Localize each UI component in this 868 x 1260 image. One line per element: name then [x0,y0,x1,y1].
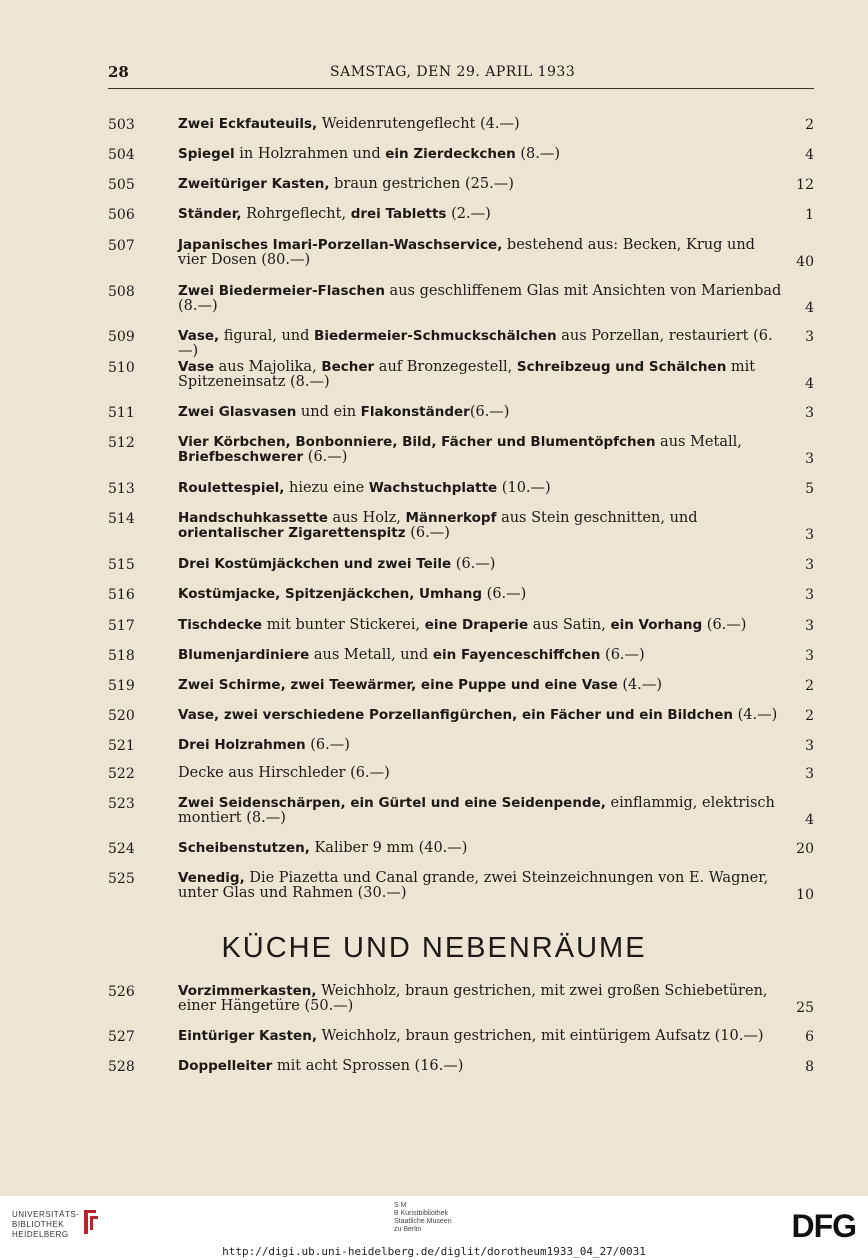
lot-number: 527 [108,1029,135,1045]
lot-price: 2 [805,117,814,133]
lot-entry [108,329,816,363]
lot-number: 507 [108,238,135,254]
lot-description: Kostümjacke, Spitzenjäckchen, Umhang (6.—) [178,586,527,602]
lot-price: 6 [805,1029,814,1045]
lot-number: 518 [108,648,135,664]
lot-entry [108,207,816,241]
lot-price: 4 [805,147,814,163]
lot-price: 4 [805,812,814,828]
lot-number: 505 [108,177,135,193]
lot-price: 3 [805,587,814,603]
lot-price: 3 [805,557,814,573]
lot-price: 3 [805,451,814,467]
page-number: 28 [108,63,129,81]
page-header-title: SAMSTAG, DEN 29. APRIL 1933 [330,64,576,80]
lot-entry [108,871,816,905]
lot-description: Scheibenstutzen, Kaliber 9 mm (40.—) [178,840,468,856]
lot-price: 3 [805,738,814,754]
lot-price: 3 [805,766,814,782]
lot-description: Roulettespiel, hiezu eine Wachstuchplatte (10.—) [178,480,551,496]
viewer-footer [0,1196,868,1260]
lot-entry [108,238,816,272]
lot-description: Decke aus Hirschleder (6.—) [178,765,390,781]
lot-price: 3 [805,329,814,345]
lot-entry [108,284,816,318]
library-logo[interactable]: UNIVERSITÄTS- BIBLIOTHEK HEIDELBERG [12,1210,80,1239]
lot-number: 524 [108,841,135,857]
lot-price: 40 [796,254,814,270]
lot-entry [108,796,816,830]
lot-number: 519 [108,678,135,694]
lot-description: Handschuhkassette aus Holz, Männerkopf aus Stein geschnitten, und orientalischer Zigarettenspitz (6.—) [178,510,698,541]
source-url-link[interactable]: http://digi.ub.uni-heidelberg.de/diglit/dorotheum1933_04_27/0031 [222,1245,646,1258]
lot-price: 8 [805,1059,814,1075]
lot-price: 2 [805,678,814,694]
lot-description: Zwei Glasvasen und ein Flakonständer(6.—) [178,404,510,420]
lot-description: Vier Körbchen, Bonbonniere, Bild, Fächer und Blumentöpfchen aus Metall, Briefbeschwerer (6.—) [178,434,742,465]
lot-description: Doppelleiter mit acht Sprossen (16.—) [178,1058,464,1074]
lot-price: 20 [796,841,814,857]
lot-entry [108,587,816,621]
lot-price: 2 [805,708,814,724]
lot-number: 508 [108,284,135,300]
lot-price: 10 [796,887,814,903]
lot-number: 503 [108,117,135,133]
lot-entry [108,1059,816,1093]
lot-number: 509 [108,329,135,345]
library-emblem-icon [80,1208,100,1236]
lot-price: 4 [805,376,814,392]
lot-entry [108,435,816,469]
lot-description: Japanisches Imari-Porzellan-Waschservice, bestehend aus: Becken, Krug und vier Dosen (80.—) [178,237,755,268]
lot-price: 1 [805,207,814,223]
lot-number: 526 [108,984,135,1000]
lot-description: Ständer, Rohrgeflecht, drei Tabletts (2.—) [178,206,491,222]
lot-number: 514 [108,511,135,527]
lot-number: 516 [108,587,135,603]
lot-description: Eintüriger Kasten, Weichholz, braun gestrichen, mit eintürigem Aufsatz (10.—) [178,1028,764,1044]
lot-description: Vorzimmerkasten, Weichholz, braun gestrichen, mit zwei großen Schiebetüren, einer Hängetüre (50.—) [178,983,768,1014]
lot-description: Tischdecke mit bunter Stickerei, eine Draperie aus Satin, ein Vorhang (6.—) [178,617,747,633]
lot-entry [108,360,816,394]
dfg-logo[interactable]: DFG [791,1208,856,1244]
lot-entry [108,984,816,1018]
lot-description: Zwei Biedermeier-Flaschen aus geschliffenem Glas mit Ansichten von Marienbad (8.—) [178,283,782,314]
lot-price: 3 [805,648,814,664]
lot-description: Drei Kostümjäckchen und zwei Teile (6.—) [178,556,496,572]
lot-number: 515 [108,557,135,573]
lot-price: 5 [805,481,814,497]
lot-description: Spiegel in Holzrahmen und ein Zierdeckchen (8.—) [178,146,561,162]
lot-description: Zwei Schirme, zwei Teewärmer, eine Puppe und eine Vase (4.—) [178,677,662,693]
lot-number: 528 [108,1059,135,1075]
lot-number: 517 [108,618,135,634]
lot-number: 504 [108,147,135,163]
section-heading: KÜCHE UND NEBENRÄUME [221,932,647,964]
lot-description: Venedig, Die Piazetta und Canal grande, zwei Steinzeichnungen von E. Wagner, unter Glas und Rahmen (30.—) [178,870,769,901]
museum-stamp: S M B Kunstbibliothek Staatliche Museen zu Berlin [394,1202,452,1233]
lot-number: 511 [108,405,135,421]
lot-price: 4 [805,300,814,316]
lot-number: 525 [108,871,135,887]
lot-number: 522 [108,766,135,782]
lot-description: Vase, figural, und Biedermeier-Schmuckschälchen aus Porzellan, restauriert (6.—) [178,328,773,359]
lot-number: 513 [108,481,135,497]
lot-description: Blumenjardiniere aus Metall, und ein Fayenceschiffchen (6.—) [178,647,645,663]
lot-description: Vase aus Majolika, Becher auf Bronzegestell, Schreibzeug und Schälchen mit Spitzeneinsatz (8.—) [178,359,756,390]
lot-number: 521 [108,738,135,754]
lot-price: 3 [805,527,814,543]
lot-price: 3 [805,618,814,634]
lot-description: Zwei Seidenschärpen, ein Gürtel und eine Seidenpende, einflammig, elektrisch montiert (8.—) [178,795,775,826]
lot-number: 510 [108,360,135,376]
lot-description: Vase, zwei verschiedene Porzellanfigürchen, ein Fächer und ein Bildchen (4.—) [178,707,778,723]
lot-entry [108,511,816,545]
lot-number: 506 [108,207,135,223]
lot-number: 512 [108,435,135,451]
lot-price: 12 [796,177,814,193]
lot-price: 3 [805,405,814,421]
lot-number: 520 [108,708,135,724]
lot-description: Zweitüriger Kasten, braun gestrichen (25.—) [178,176,514,192]
lot-description: Zwei Eckfauteuils, Weidenrutengeflecht (4.—) [178,116,520,132]
lot-price: 25 [796,1000,814,1016]
header-rule [108,88,814,89]
lot-number: 523 [108,796,135,812]
lot-description: Drei Holzrahmen (6.—) [178,737,350,753]
